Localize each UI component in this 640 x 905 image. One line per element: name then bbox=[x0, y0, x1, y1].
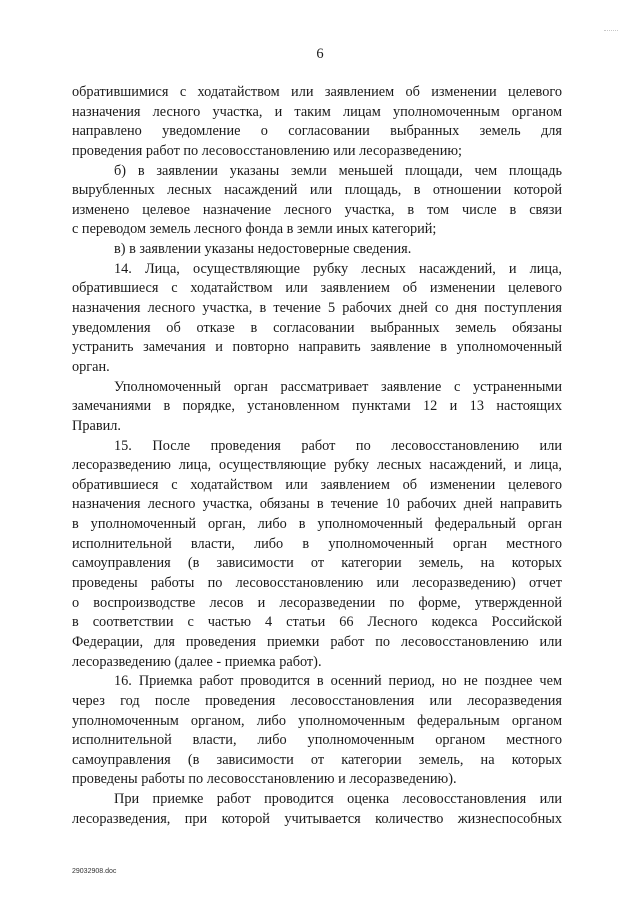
text-line: в соответствии с частью 4 статьи 66 Лесного кодекса Российской bbox=[72, 614, 562, 631]
text-line: назначения лесного участка, обязаны в течение 10 рабочих дней направить bbox=[72, 496, 562, 513]
file-name-footer: 29032908.doc bbox=[72, 868, 117, 875]
text-line: лесоразведения, при которой учитывается количество жизнеспособных bbox=[72, 810, 562, 827]
text-line: изменено целевое назначение лесного участка, в том числе в связи bbox=[72, 201, 562, 218]
page-number: 6 bbox=[316, 46, 324, 62]
text-line: 15. После проведения работ по лесовосстановлению или bbox=[114, 437, 562, 454]
text-line: назначения лесного участка, в течение 5 рабочих дней со дня поступления bbox=[72, 300, 562, 317]
text-line: уведомления об отказе в согласовании выбранных земель обязаны bbox=[72, 319, 562, 336]
text-line: вырубленных лесных насаждений или площадь, в отношении которой bbox=[72, 182, 562, 199]
text-line: При приемке работ проводится оценка лесовосстановления или bbox=[114, 791, 562, 808]
text-line: о воспроизводстве лесов и лесоразведении по форме, утвержденной bbox=[72, 594, 562, 611]
text-line: замечаниями в порядке, установленном пунктами 12 и 13 настоящих bbox=[72, 398, 562, 415]
text-line: 14. Лица, осуществляющие рубку лесных насаждений, и лица, bbox=[114, 260, 562, 277]
text-line: направлено уведомление о согласовании выбранных земель для bbox=[72, 123, 562, 140]
scan-mark bbox=[604, 30, 618, 41]
text-line: проведены работы по лесовосстановлению и лесоразведению). bbox=[72, 771, 457, 788]
text-line: Уполномоченный орган рассматривает заявление с устраненными bbox=[114, 378, 562, 395]
document-body bbox=[72, 83, 562, 829]
text-line: с переводом земель лесного фонда в земли иных категорий; bbox=[72, 221, 437, 238]
text-line: лесоразведению лица, осуществляющие рубку лесных насаждений, и лица, bbox=[72, 457, 562, 474]
text-line: б) в заявлении указаны земли меньшей площади, чем площадь bbox=[114, 162, 562, 179]
text-line: исполнительной власти, либо в уполномоченный орган местного bbox=[72, 535, 562, 552]
text-line: орган. bbox=[72, 358, 110, 375]
text-line: в уполномоченный орган, либо в уполномоченный федеральный орган bbox=[72, 516, 562, 533]
text-line: уполномоченным органом, либо уполномоченным федеральным органом bbox=[72, 712, 562, 729]
text-line: Федерации, для проведения приемки работ по лесовосстановлению или bbox=[72, 633, 562, 650]
text-line: проведены работы по лесовосстановлению или лесоразведению) отчет bbox=[72, 575, 562, 592]
text-line: назначения лесного участка, и таким лицам уполномоченным органом bbox=[72, 103, 562, 120]
text-line: самоуправления (в зависимости от категории земель, на которых bbox=[72, 751, 562, 768]
text-line: обратившиеся с ходатайством или заявлением об изменении целевого bbox=[72, 476, 562, 493]
text-line: обратившимися с ходатайством или заявлением об изменении целевого bbox=[72, 84, 562, 100]
text-line: самоуправления (в зависимости от категории земель, на которых bbox=[72, 555, 562, 572]
text-line: исполнительной власти, либо уполномоченным органом местного bbox=[72, 732, 562, 749]
text-line: обратившиеся с ходатайством или заявлением об изменении целевого bbox=[72, 280, 562, 297]
text-line: 16. Приемка работ проводится в осенний период, но не позднее чем bbox=[114, 673, 562, 690]
text-line: в) в заявлении указаны недостоверные сведения. bbox=[114, 241, 412, 258]
text-line: проведения работ по лесовосстановлению или лесоразведению; bbox=[72, 142, 462, 159]
text-line: устранить замечания и повторно направить заявление в уполномоченный bbox=[72, 339, 562, 356]
text-line: лесоразведению (далее - приемка работ). bbox=[72, 653, 322, 670]
text-line: через год после проведения лесовосстановления или лесоразведения bbox=[72, 692, 562, 709]
text-line: Правил. bbox=[72, 417, 121, 434]
